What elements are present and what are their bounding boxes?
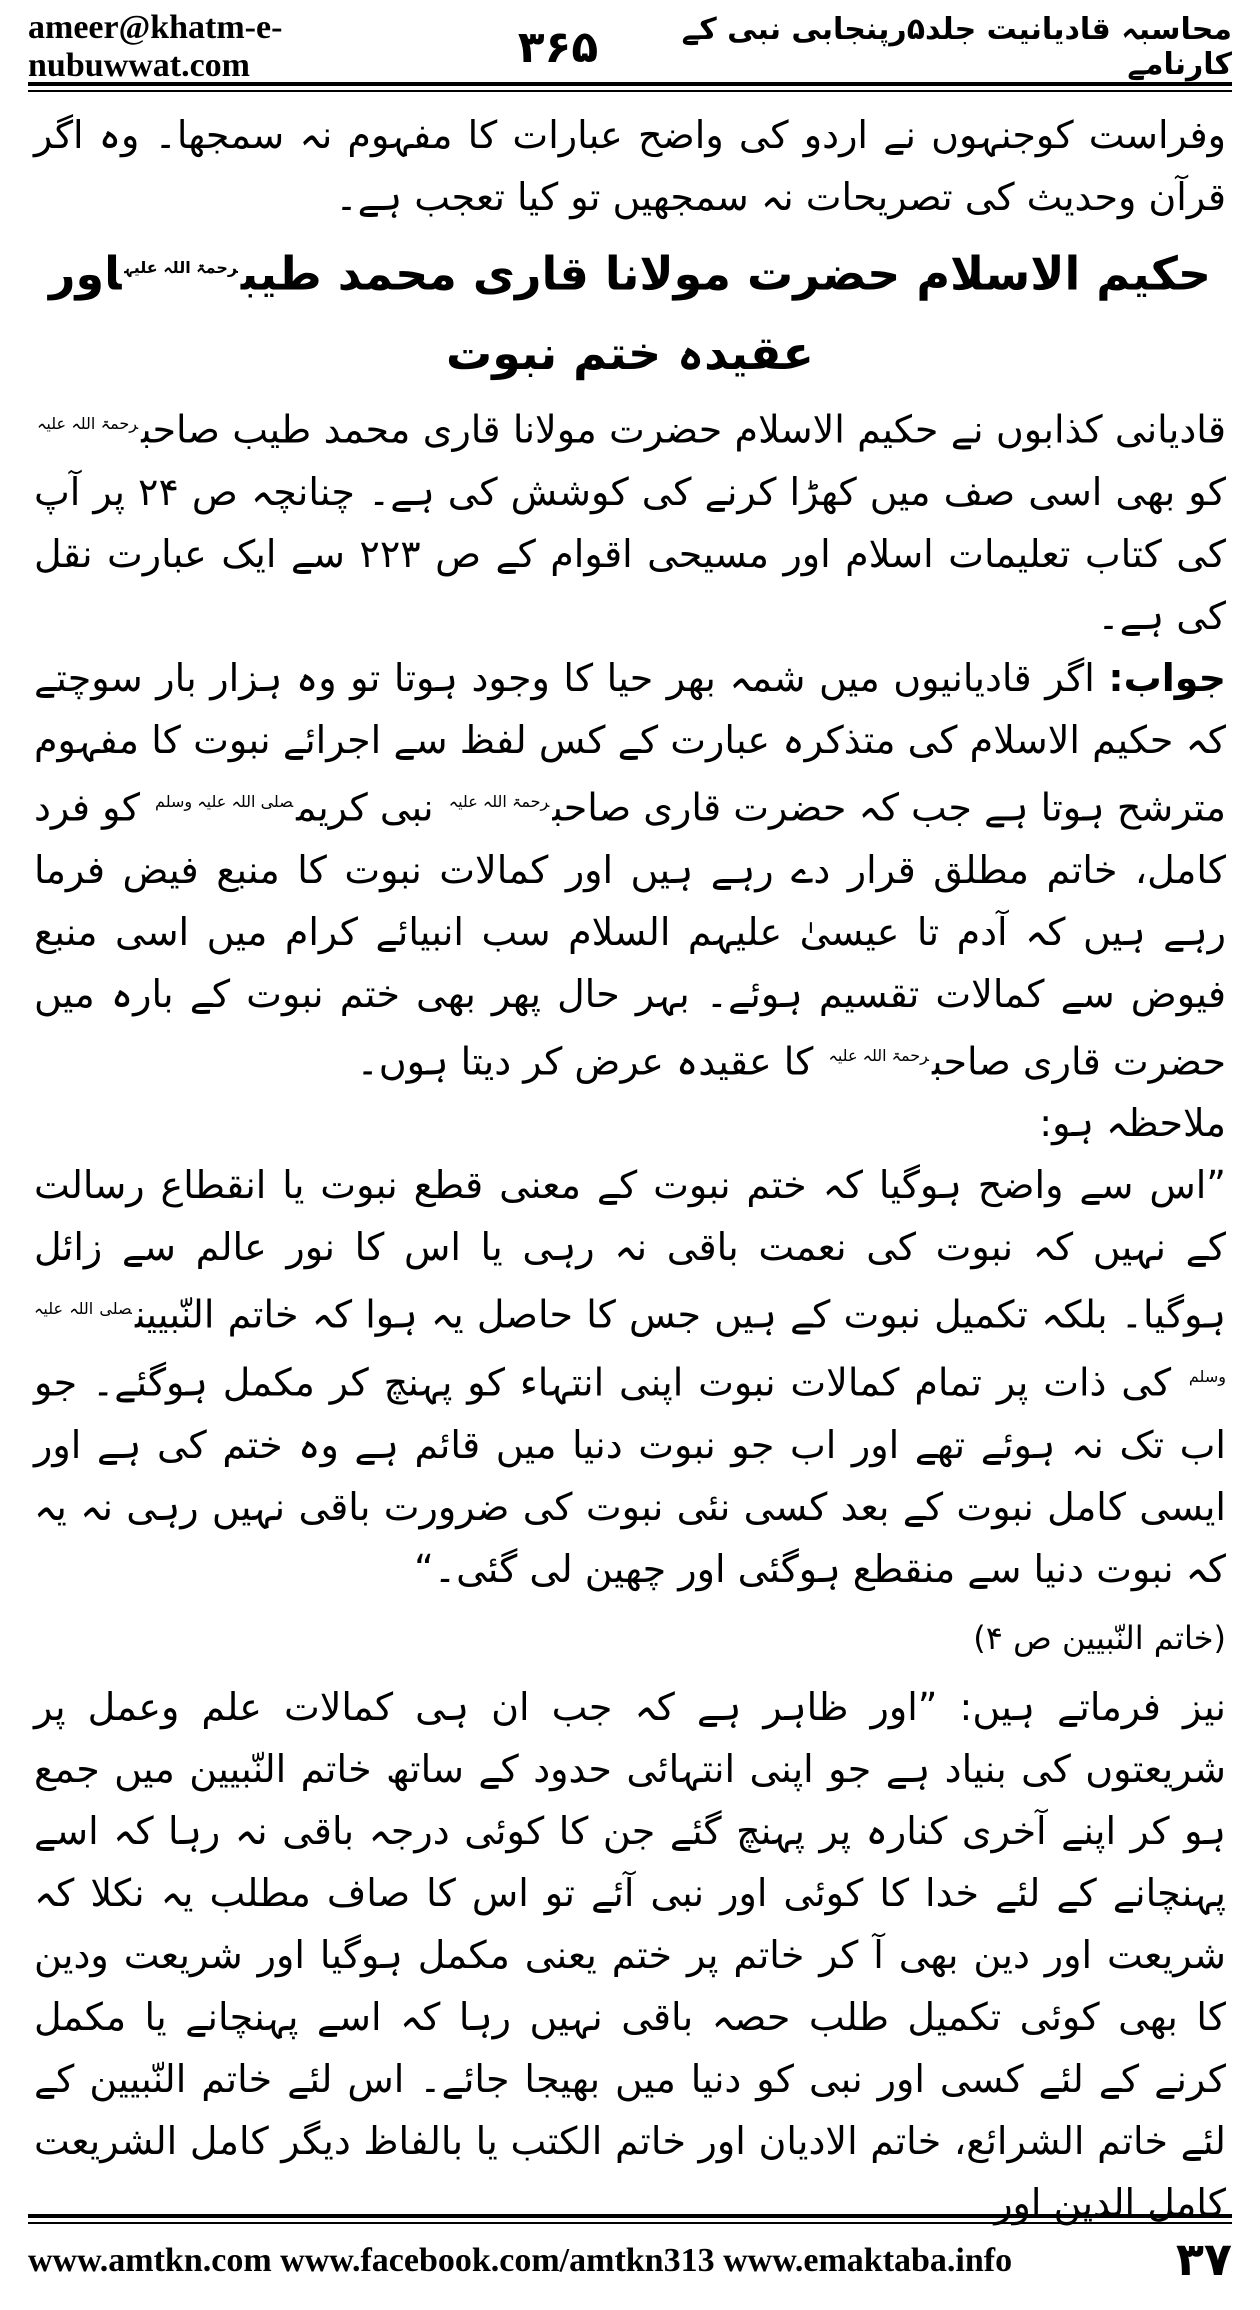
answer-text-b: نبی کریم <box>296 785 434 830</box>
page-header <box>28 9 1232 84</box>
paragraph-1-text-b: کو بھی اسی صف میں کھڑا کرنے کی کوشش کی ہے۔ چنانچہ ص ۲۴ پر آپ کی کتاب تعلیمات اسلام اور مسیحی اقوام کے ص ۲۲۳ سے ایک عبارت نقل کی ہے۔ <box>34 469 1226 638</box>
answer-text-a: اگر قادیانیوں میں شمہ بھر حیا کا وجود ہوتا تو وہ ہزار بار سوچتے کہ حکیم الاسلام کی متذکرہ عبارت کے کس لفظ سے اجرائے نبوت کا مفہوم مترشح ہوتا ہے جب کہ حضرت قاری صاحب <box>34 655 1226 830</box>
paragraph-1-text-a: قادیانی کذابوں نے حکیم الاسلام حضرت مولانا قاری محمد طیب صاحب <box>141 407 1226 452</box>
honorific-rahimahullah: رحمۃ اللہ علیہ <box>448 791 550 811</box>
quote-1-text-a: ”اس سے واضح ہوگیا کہ ختم نبوت کے معنی قطع نبوت یا انقطاع رسالت کے نہیں کہ نبوت کی نعمت باقی نہ رہی یا اس کا نور عالم سے زائل ہوگیا۔ بلکہ تکمیل نبوت کے ہیں جس کا حاصل یہ ہوا کہ خاتم النّبیین <box>34 1163 1227 1337</box>
honorific-salallahu: صلی اللہ علیہ وسلم <box>34 1299 1226 1386</box>
answer-label: جواب: <box>1108 655 1226 700</box>
intro-paragraph: وفراست کوجنہوں نے اردو کی واضح عبارات کا مفہوم نہ سمجھا۔ وہ اگر قرآن وحدیث کی تصریحات نہ سمجھیں تو کیا تعجب ہے۔ <box>34 113 1226 219</box>
note-label: ملاحظہ ہو: <box>1039 1101 1226 1146</box>
answer-paragraph <box>34 647 1226 1092</box>
page-body <box>34 104 1226 2234</box>
quote-1 <box>34 1154 1226 1599</box>
header-rule <box>28 82 1232 86</box>
heading-text-part1: حکیم الاسلام حضرت مولانا قاری محمد طیب <box>240 246 1211 301</box>
honorific-salallahu: صلی اللہ علیہ وسلم <box>155 791 294 811</box>
paragraph-1 <box>34 393 1226 647</box>
answer-text-d: کا عقیدہ عرض کر دیتا ہوں۔ <box>356 1039 814 1084</box>
header-rule-thin <box>28 90 1232 92</box>
footer-page-number: ۳۷ <box>1175 2232 1232 2286</box>
heading-text-part2: اور عقیدہ ختم نبوت <box>49 246 814 381</box>
section-heading <box>34 228 1226 393</box>
footer-rule-thin <box>28 2222 1232 2224</box>
honorific-rahimahullah: رحمۃ اللہ علیہ <box>37 414 139 434</box>
header-email: ameer@khatm-e-nubuwwat.com <box>28 9 283 84</box>
paragraph-3: نیز فرماتے ہیں: ”اور ظاہر ہے کہ جب ان ہی کمالات علم وعمل پر شریعتوں کی بنیاد ہے جو اپنی انتہائی حدود کے ساتھ خاتم النّبیین میں جمع ہو کر اپنے آخری کنارہ پر پہنچ گئے جن کا کوئی درجہ باقی نہ رہا کہ اسے پہنچانے کے لئے خدا کا کوئی اور نبی آئے تو اس کا صاف مطلب یہ نکلا کہ شریعت اور دین بھی آ کر خاتم پر ختم یعنی مکمل ہوگیا اور شریعت ودین کا بھی کوئی تکمیل طلب حصہ باقی نہیں رہا کہ اسے پہنچانے یا مکمل کرنے کے لئے کسی اور نبی کو دنیا میں بھیجا جائے۔ اس لئے خاتم النّبیین کے لئے خاتم الشرائع، خاتم الادیان اور خاتم الکتب یا بالفاظ دیگر کامل الشریعت کامل الدین اور <box>34 1684 1226 2225</box>
quote-1-text-b: کی ذات پر تمام کمالات نبوت اپنی انتہاء کو پہنچ کر مکمل ہوگئے۔ جو اب تک نہ ہوئے تھے اور اب جو نبوت دنیا میں قائم ہے وہ ختم کی ہے اور ایسی کامل نبوت کے بعد کسی نئی نبوت کی ضرورت باقی نہیں رہی نہ یہ کہ نبوت دنیا سے منقطع ہوگئی اور چھین لی گئی۔“ <box>34 1360 1226 1591</box>
answer-text-c: کو فرد کامل، خاتم مطلق قرار دے رہے ہیں اور کمالات نبوت کا منبع فیض فرما رہے ہیں کہ آدم تا عیسیٰ علیہم السلام سب انبیائے کرام میں اسی منبع فیوض سے کمالات تقسیم ہوئے۔ بہر حال پھر بھی ختم نبوت کے بارہ میں حضرت قاری صاحب <box>34 785 1226 1084</box>
honorific-rahimahullah: رحمۃ اللہ علیہ <box>124 258 238 277</box>
footer-links: www.amtkn.com www.facebook.com/amtkn313 www.emaktaba.info <box>28 2242 1013 2279</box>
footer-rule <box>28 2214 1232 2218</box>
quote-1-reference: (خاتم النّبیین ص ۴) <box>973 1618 1226 1657</box>
header-page-number: ۳۶۵ <box>517 21 599 73</box>
honorific-rahimahullah: رحمۃ اللہ علیہ <box>828 1045 930 1065</box>
header-book-title: محاسبہ قادیانیت جلد۵رپنجابی نبی کے کارنامے <box>681 12 1232 82</box>
page-footer <box>28 2214 1232 2294</box>
